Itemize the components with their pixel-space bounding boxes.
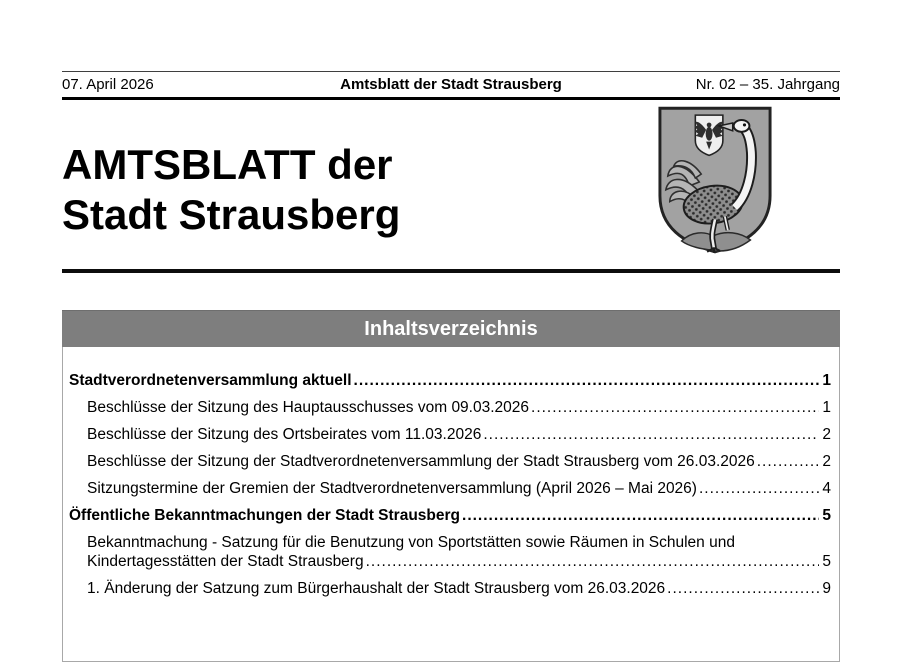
toc-entry-page-number: 1 bbox=[822, 372, 831, 389]
toc-entry bbox=[69, 579, 831, 598]
toc-entry-text: 1. Änderung der Satzung zum Bürgerhaushalt der Stadt Strausberg vom 26.03.2026 bbox=[87, 580, 666, 597]
toc-dot-leader bbox=[667, 579, 819, 598]
toc-entry bbox=[69, 533, 831, 571]
toc-entry bbox=[69, 371, 831, 390]
toc-entry-page-number: 5 bbox=[822, 507, 831, 524]
header-date: 07. April 2026 bbox=[62, 76, 154, 93]
coat-of-arms-icon bbox=[656, 104, 774, 256]
toc-entry-text: Kindertagesstätten der Stadt Strausberg bbox=[87, 553, 364, 570]
toc-entry-text: Beschlüsse der Sitzung des Ortsbeirates vom 11.03.2026 bbox=[87, 426, 482, 443]
page-header bbox=[62, 76, 840, 94]
toc-entry-text: Beschlüsse der Sitzung des Hauptausschusses vom 09.03.2026 bbox=[87, 399, 530, 416]
toc-entry bbox=[69, 452, 831, 471]
toc-entry-page-number: 9 bbox=[822, 580, 831, 597]
toc-dot-leader bbox=[757, 452, 819, 471]
toc-dot-leader bbox=[699, 479, 819, 498]
toc-heading-banner bbox=[62, 310, 840, 347]
toc-dot-leader bbox=[366, 552, 819, 571]
toc-entry-page-number: 4 bbox=[822, 480, 831, 497]
toc-entry bbox=[69, 425, 831, 444]
toc-entry-text: Stadtverordnetenversammlung aktuell bbox=[69, 372, 352, 389]
toc-dot-leader bbox=[531, 398, 819, 417]
header-journal-title: Amtsblatt der Stadt Strausberg bbox=[340, 76, 562, 93]
toc-entry-text: Beschlüsse der Sitzung der Stadtverordnetenversammlung der Stadt Strausberg vom 26.03.2026 bbox=[87, 453, 755, 470]
toc-entry-page-number: 1 bbox=[822, 399, 831, 416]
header-rule-bottom bbox=[62, 97, 840, 100]
toc-entry bbox=[69, 398, 831, 417]
toc-entry bbox=[69, 506, 831, 525]
toc-entry-page-number: 2 bbox=[822, 453, 831, 470]
toc-entry bbox=[69, 479, 831, 498]
masthead-title bbox=[62, 140, 400, 240]
toc-entry-text: Sitzungstermine der Gremien der Stadtverordnetenversammlung (April 2026 – Mai 2026) bbox=[87, 480, 697, 497]
toc-heading: Inhaltsverzeichnis bbox=[364, 317, 538, 340]
toc-entries bbox=[69, 371, 831, 598]
toc-box bbox=[62, 347, 840, 662]
toc-entry-page-number: 2 bbox=[822, 426, 831, 443]
toc-dot-leader bbox=[483, 425, 819, 444]
header-issue-number: Nr. 02 – 35. Jahrgang bbox=[695, 76, 840, 93]
toc-entry-text: Bekanntmachung - Satzung für die Benutzung von Sportstätten sowie Räumen in Schulen und bbox=[87, 534, 735, 551]
masthead-rule bbox=[62, 269, 840, 273]
toc-dot-leader bbox=[354, 371, 819, 390]
toc-entry-text: Öffentliche Bekanntmachungen der Stadt Strausberg bbox=[69, 507, 461, 524]
masthead-title-line2: Stadt Strausberg bbox=[62, 191, 401, 238]
masthead-title-line1: AMTSBLATT der bbox=[62, 141, 393, 188]
toc-entry-page-number: 5 bbox=[822, 553, 831, 570]
toc-dot-leader bbox=[462, 506, 819, 525]
header-rule-top bbox=[62, 71, 840, 72]
